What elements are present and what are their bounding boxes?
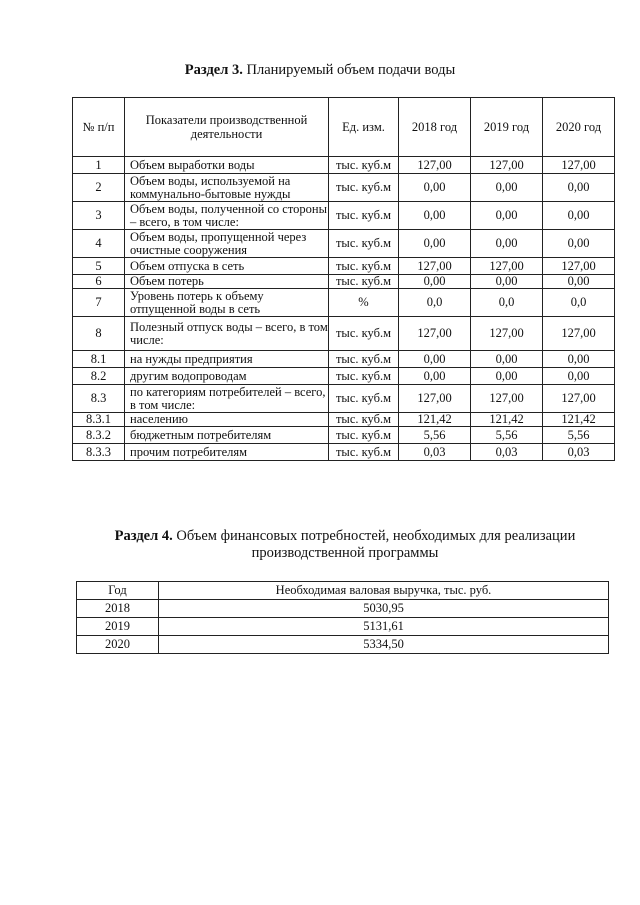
row-value-2019: 0,00 bbox=[471, 368, 543, 385]
row-value-2019: 0,0 bbox=[471, 289, 543, 317]
row-indicator: Объем воды, пропущенной через очистные сооружения bbox=[125, 230, 329, 258]
row-number: 5 bbox=[73, 258, 125, 275]
section-4-heading bbox=[100, 528, 590, 562]
header-year: Год bbox=[77, 582, 159, 600]
row-year: 2020 bbox=[77, 636, 159, 654]
row-number: 7 bbox=[73, 289, 125, 317]
row-value-2018: 127,00 bbox=[399, 157, 471, 174]
row-number: 8.2 bbox=[73, 368, 125, 385]
row-value-2019: 0,03 bbox=[471, 444, 543, 461]
row-number: 6 bbox=[73, 275, 125, 289]
row-value-2020: 0,00 bbox=[543, 351, 615, 368]
financial-needs-table bbox=[76, 581, 609, 654]
row-indicator: Уровень потерь к объему отпущенной воды в сеть bbox=[125, 289, 329, 317]
section-4-label: Раздел 4. bbox=[114, 528, 173, 544]
row-value-2019: 0,00 bbox=[471, 230, 543, 258]
row-number: 8.3.1 bbox=[73, 413, 125, 427]
table-row bbox=[73, 351, 615, 368]
row-unit: тыс. куб.м bbox=[329, 174, 399, 202]
row-indicator: Объем выработки воды bbox=[125, 157, 329, 174]
table-row bbox=[73, 413, 615, 427]
table-row bbox=[77, 618, 609, 636]
water-volume-table bbox=[72, 97, 615, 461]
row-year: 2018 bbox=[77, 600, 159, 618]
row-number: 8.3.2 bbox=[73, 427, 125, 444]
row-value-2018: 127,00 bbox=[399, 385, 471, 413]
table-row bbox=[77, 636, 609, 654]
row-unit: тыс. куб.м bbox=[329, 427, 399, 444]
header-number: № п/п bbox=[73, 98, 125, 157]
section-4-title: Объем финансовых потребностей, необходимых для реализации производственной программы bbox=[176, 528, 576, 561]
row-number: 4 bbox=[73, 230, 125, 258]
row-revenue: 5030,95 bbox=[159, 600, 609, 618]
header-revenue: Необходимая валовая выручка, тыс. руб. bbox=[159, 582, 609, 600]
header-indicator: Показатели производственной деятельности bbox=[125, 98, 329, 157]
row-unit: % bbox=[329, 289, 399, 317]
section-3-label: Раздел 3. bbox=[184, 62, 243, 78]
row-indicator: Объем воды, полученной со стороны – всего, в том числе: bbox=[125, 202, 329, 230]
table-row bbox=[73, 157, 615, 174]
financial-needs-table-body bbox=[77, 600, 609, 654]
row-value-2020: 0,0 bbox=[543, 289, 615, 317]
row-value-2020: 0,03 bbox=[543, 444, 615, 461]
row-revenue: 5131,61 bbox=[159, 618, 609, 636]
row-indicator: по категориям потребителей – всего, в том числе: bbox=[125, 385, 329, 413]
row-value-2020: 0,00 bbox=[543, 230, 615, 258]
row-number: 2 bbox=[73, 174, 125, 202]
row-value-2018: 0,00 bbox=[399, 368, 471, 385]
row-indicator: прочим потребителям bbox=[125, 444, 329, 461]
row-value-2019: 5,56 bbox=[471, 427, 543, 444]
table-row bbox=[73, 385, 615, 413]
row-number: 8.3.3 bbox=[73, 444, 125, 461]
table-row bbox=[73, 174, 615, 202]
water-volume-table-body bbox=[73, 157, 615, 461]
table-row bbox=[73, 275, 615, 289]
row-indicator: Объем отпуска в сеть bbox=[125, 258, 329, 275]
row-value-2019: 127,00 bbox=[471, 258, 543, 275]
table-row bbox=[73, 202, 615, 230]
row-unit: тыс. куб.м bbox=[329, 230, 399, 258]
row-value-2019: 0,00 bbox=[471, 275, 543, 289]
table-row bbox=[73, 368, 615, 385]
table-row bbox=[73, 444, 615, 461]
table-row bbox=[73, 427, 615, 444]
row-value-2020: 0,00 bbox=[543, 275, 615, 289]
row-number: 8.3 bbox=[73, 385, 125, 413]
row-value-2018: 0,00 bbox=[399, 202, 471, 230]
row-indicator: Объем потерь bbox=[125, 275, 329, 289]
row-indicator: Объем воды, используемой на коммунально-бытовые нужды bbox=[125, 174, 329, 202]
table-row bbox=[73, 317, 615, 351]
row-number: 1 bbox=[73, 157, 125, 174]
row-unit: тыс. куб.м bbox=[329, 202, 399, 230]
row-unit: тыс. куб.м bbox=[329, 368, 399, 385]
row-value-2020: 0,00 bbox=[543, 174, 615, 202]
table-row bbox=[73, 258, 615, 275]
row-unit: тыс. куб.м bbox=[329, 275, 399, 289]
row-value-2019: 127,00 bbox=[471, 157, 543, 174]
row-value-2018: 0,00 bbox=[399, 174, 471, 202]
row-value-2020: 0,00 bbox=[543, 202, 615, 230]
row-value-2019: 0,00 bbox=[471, 174, 543, 202]
row-indicator: на нужды предприятия bbox=[125, 351, 329, 368]
row-value-2019: 127,00 bbox=[471, 317, 543, 351]
row-unit: тыс. куб.м bbox=[329, 157, 399, 174]
row-value-2019: 0,00 bbox=[471, 202, 543, 230]
row-number: 3 bbox=[73, 202, 125, 230]
row-unit: тыс. куб.м bbox=[329, 351, 399, 368]
table-header-row bbox=[77, 582, 609, 600]
row-year: 2019 bbox=[77, 618, 159, 636]
table-row bbox=[77, 600, 609, 618]
row-indicator: бюджетным потребителям bbox=[125, 427, 329, 444]
row-value-2018: 127,00 bbox=[399, 258, 471, 275]
row-value-2020: 121,42 bbox=[543, 413, 615, 427]
row-value-2020: 127,00 bbox=[543, 157, 615, 174]
row-indicator: другим водопроводам bbox=[125, 368, 329, 385]
header-2018: 2018 год bbox=[399, 98, 471, 157]
row-unit: тыс. куб.м bbox=[329, 385, 399, 413]
row-unit: тыс. куб.м bbox=[329, 413, 399, 427]
row-value-2020: 127,00 bbox=[543, 317, 615, 351]
row-revenue: 5334,50 bbox=[159, 636, 609, 654]
row-value-2018: 121,42 bbox=[399, 413, 471, 427]
row-value-2019: 121,42 bbox=[471, 413, 543, 427]
section-3-title: Планируемый объем подачи воды bbox=[246, 62, 456, 78]
row-value-2018: 5,56 bbox=[399, 427, 471, 444]
row-value-2018: 0,00 bbox=[399, 275, 471, 289]
row-value-2018: 0,00 bbox=[399, 351, 471, 368]
row-unit: тыс. куб.м bbox=[329, 258, 399, 275]
row-value-2020: 5,56 bbox=[543, 427, 615, 444]
header-unit: Ед. изм. bbox=[329, 98, 399, 157]
header-2020: 2020 год bbox=[543, 98, 615, 157]
row-value-2018: 0,03 bbox=[399, 444, 471, 461]
header-2019: 2019 год bbox=[471, 98, 543, 157]
row-value-2020: 0,00 bbox=[543, 368, 615, 385]
row-unit: тыс. куб.м bbox=[329, 444, 399, 461]
section-3-heading bbox=[0, 62, 640, 79]
row-value-2018: 127,00 bbox=[399, 317, 471, 351]
row-value-2019: 127,00 bbox=[471, 385, 543, 413]
row-value-2018: 0,0 bbox=[399, 289, 471, 317]
row-unit: тыс. куб.м bbox=[329, 317, 399, 351]
row-indicator: населению bbox=[125, 413, 329, 427]
row-indicator: Полезный отпуск воды – всего, в том числе: bbox=[125, 317, 329, 351]
table-row bbox=[73, 230, 615, 258]
table-row bbox=[73, 289, 615, 317]
row-value-2019: 0,00 bbox=[471, 351, 543, 368]
row-value-2020: 127,00 bbox=[543, 258, 615, 275]
row-value-2020: 127,00 bbox=[543, 385, 615, 413]
row-value-2018: 0,00 bbox=[399, 230, 471, 258]
row-number: 8 bbox=[73, 317, 125, 351]
row-number: 8.1 bbox=[73, 351, 125, 368]
table-header-row bbox=[73, 98, 615, 157]
